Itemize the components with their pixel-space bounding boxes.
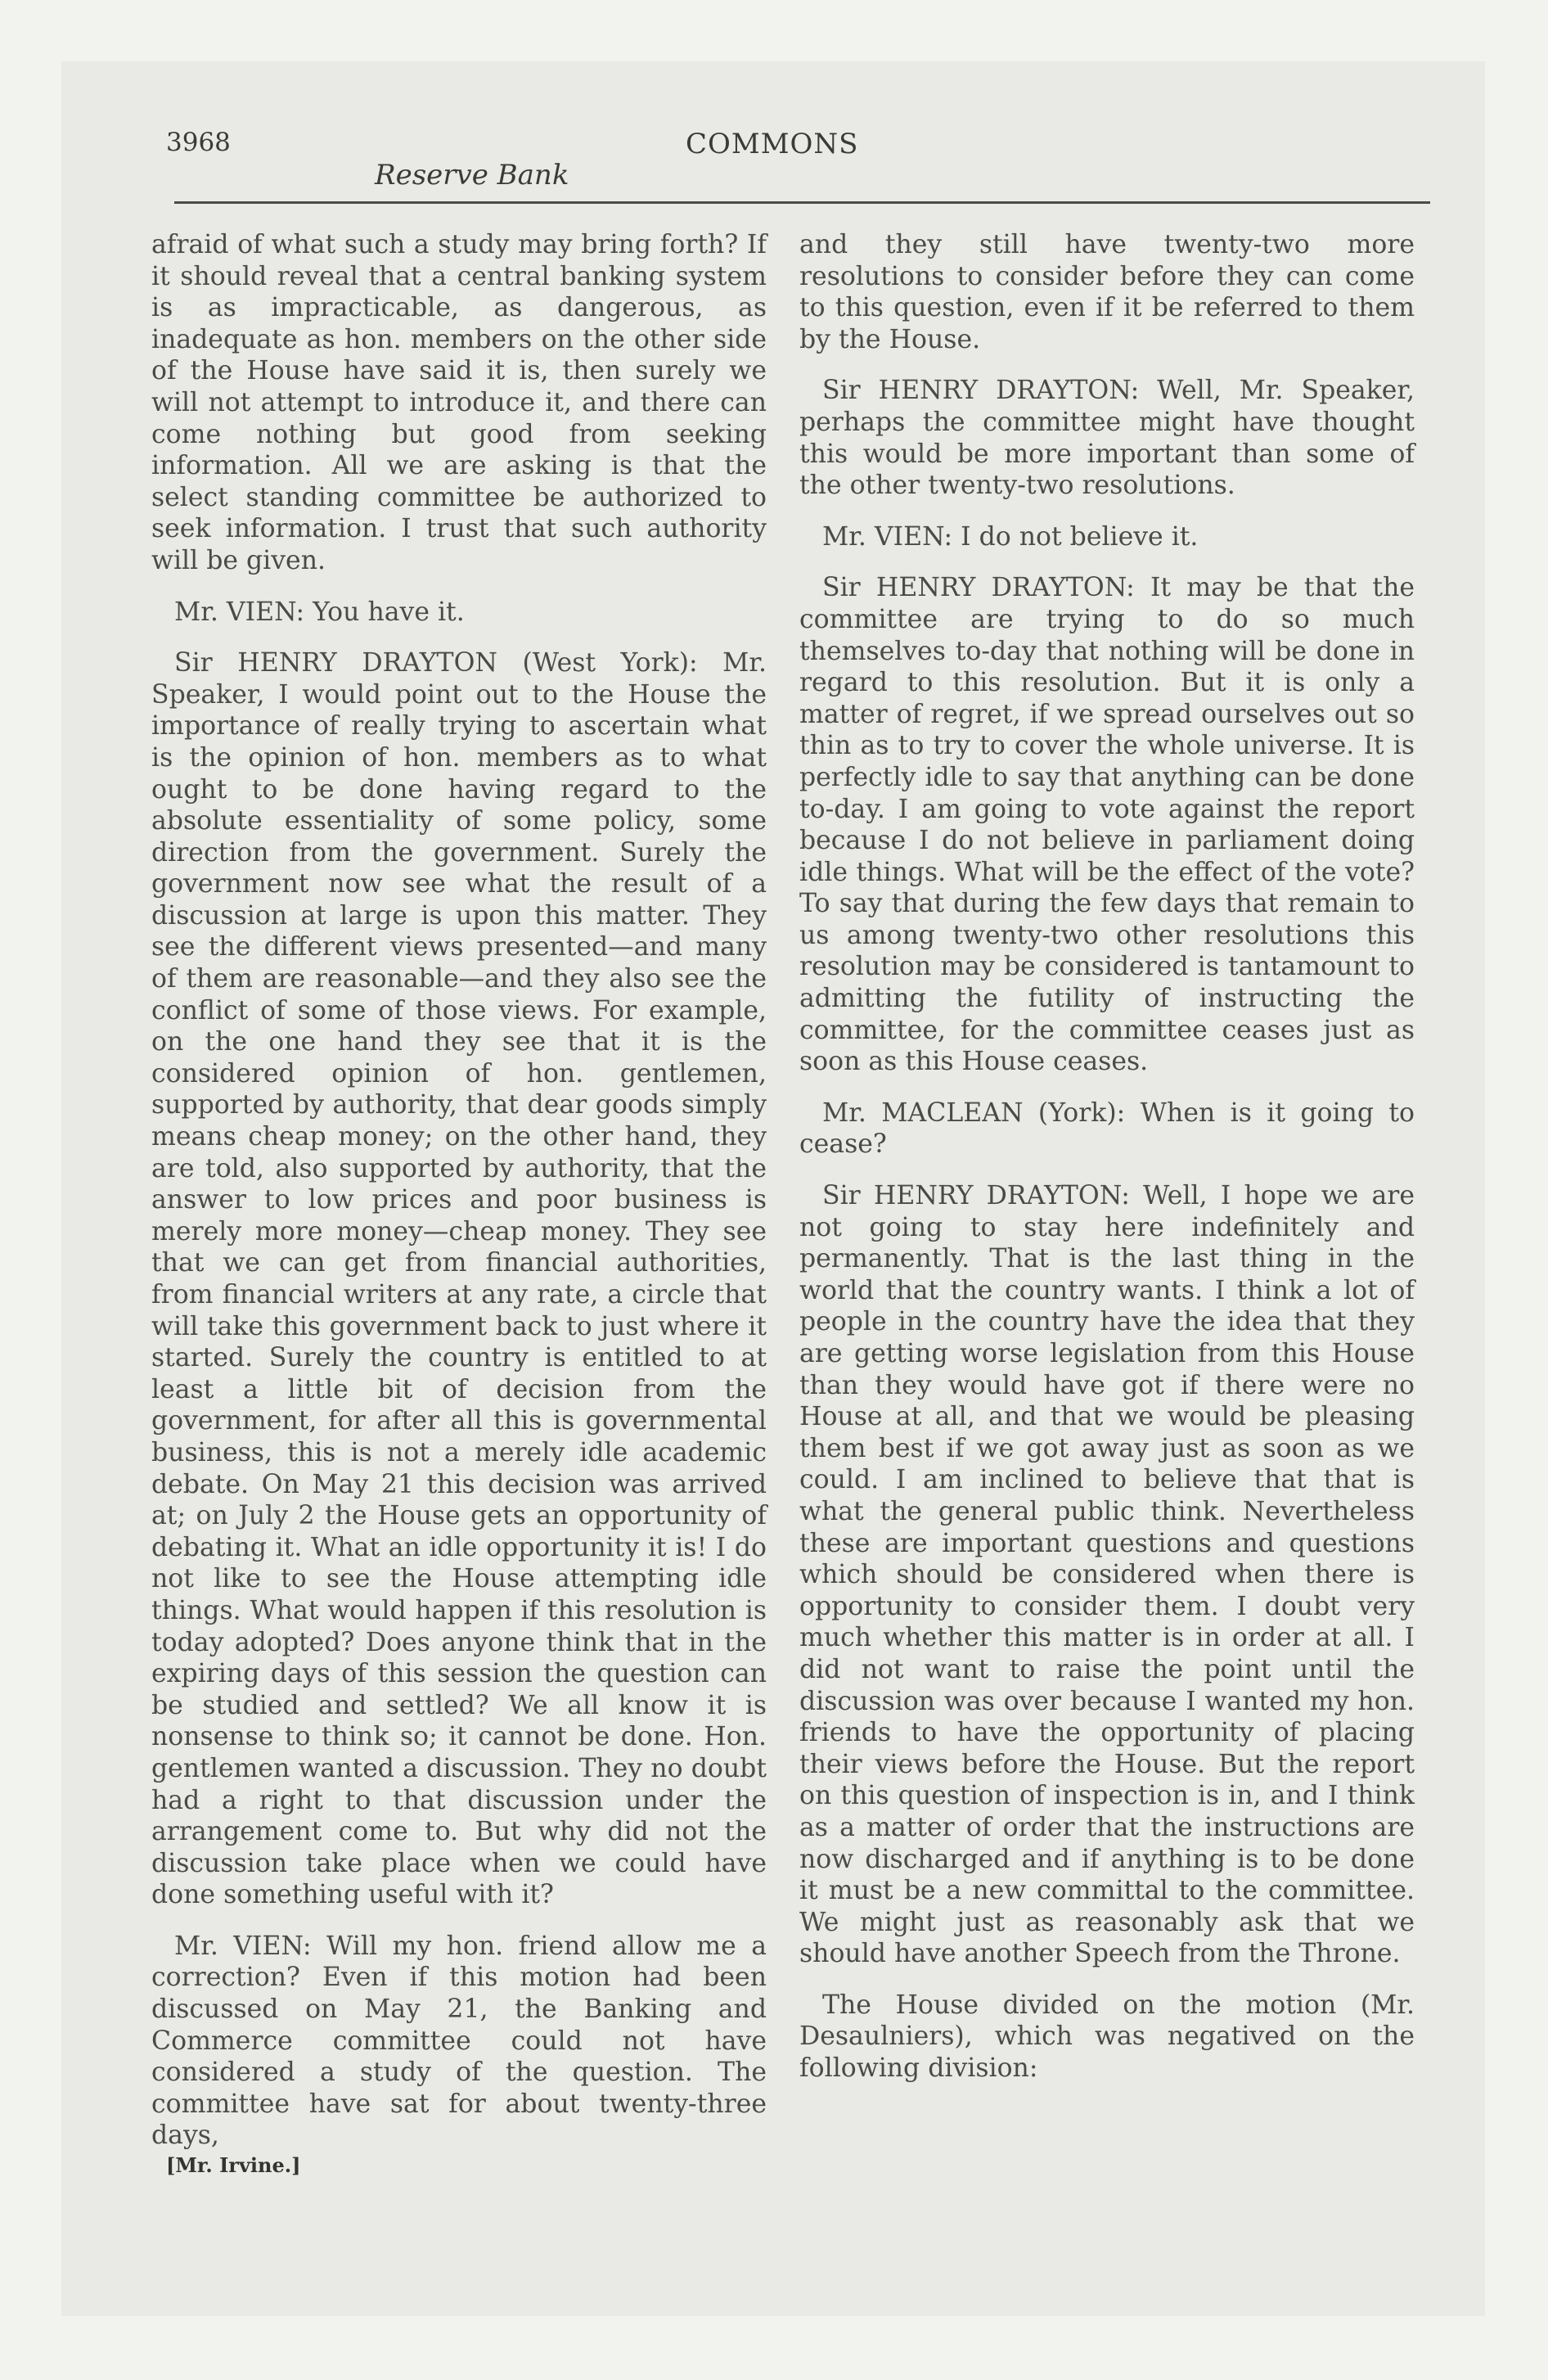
paragraph: The House divided on the motion (Mr. Desaulniers), which was negatived on the following division: <box>799 1990 1415 2084</box>
right-column <box>799 229 1415 2085</box>
paragraph: Mr. MACLEAN (York): When is it going to cease? <box>799 1098 1415 1160</box>
running-head: Reserve Bank <box>375 159 569 192</box>
paragraph: Mr. VIEN: Will my hon. friend allow me a correction? Even if this motion had been discussed on May 21, the Banking and Commerce committee could not have considered a study of the question. The committee have sat for about twenty-three days, <box>151 1931 767 2151</box>
header-rule <box>174 201 1430 204</box>
paragraph: Mr. VIEN: I do not believe it. <box>822 521 1199 552</box>
page-footer: [Mr. Irvine.] <box>166 2153 301 2177</box>
paragraph: Sir HENRY DRAYTON: Well, Mr. Speaker, perhaps the committee might have thought this would be more important than some of the other twenty-two resolutions. <box>799 376 1415 501</box>
left-column <box>151 229 767 2152</box>
paragraph: afraid of what such a study may bring forth? If it should reveal that a central banking system is as impracticable, as dangerous, as inadequate as hon. members on the other side of the House have said it is, then surely we will not attempt to introduce it, and there can come nothing but good from seeking information. All we are asking is that the select standing committee be authorized to seek information. I trust that such authority will be given. <box>151 230 767 575</box>
page-header <box>166 124 1426 206</box>
paragraph: and they still have twenty-two more resolutions to consider before they can come to this question, even if it be referred to them by the House. <box>799 230 1415 354</box>
page-number: 3968 <box>166 128 231 157</box>
paragraph: Mr. VIEN: You have it. <box>174 597 465 627</box>
paragraph: Sir HENRY DRAYTON: It may be that the committee are trying to do so much themselves to-day that nothing will be done in regard to this resolution. But it is only a matter of regret, if we spread ourselves out so thin as to try to cover the whole universe. It is perfectly idle to say that anything can be done to-day. I am going to vote against the report because I do not believe in parliament doing idle things. What will be the effect of the vote? To say that during the few days that remain to us among twenty-two other resolutions this resolution may be considered is tantamount to admitting the futility of instructing the committee, for the committee ceases just as soon as this House ceases. <box>799 573 1415 1077</box>
paragraph: Sir HENRY DRAYTON: Well, I hope we are not going to stay here indefinitely and permanently. That is the last thing in the world that the country wants. I think a lot of people in the country have the idea that they are getting worse legislation from this House than they would have got if there were no House at all, and that we would be pleasing them best if we got away just as soon as we could. I am inclined to believe that that is what the general public think. Nevertheless these are important questions and questions which should be considered when there is opportunity to consider them. I doubt very much whether this matter is in order at all. I did not want to raise the point until the discussion was over because I wanted my hon. friends to have the opportunity of placing their views before the House. But the report on this question of inspection is in, and I think as a matter of order that the instructions are now discharged and if anything is to be done it must be a new committal to the committee. We might just as reasonably ask that we should have another Speech from the Throne. <box>799 1181 1415 1969</box>
chamber-title: COMMONS <box>686 128 859 160</box>
paragraph: Sir HENRY DRAYTON (West York): Mr. Speaker, I would point out to the House the importance of really trying to ascertain what is the opinion of hon. members as to what ought to be done having regard to the absolute essentiality of some policy, some direction from the government. Surely the government now see what the result of a discussion at large is upon this matter. They see the different views presented—and many of them are reasonable—and they also see the conflict of some of those views. For example, on the one hand they see that it is the considered opinion of hon. gentlemen, supported by authority, that dear goods simply means cheap money; on the other hand, they are told, also supported by authority, that the answer to low prices and poor business is merely more money—cheap money. They see that we can get from financial authorities, from financial writers at any rate, a circle that will take this government back to just where it started. Surely the country is entitled to at least a little bit of decision from the government, for after all this is governmental business, this is not a merely idle academic debate. On May 21 this decision was arrived at; on July 2 the House gets an opportunity of debating it. What an idle opportunity it is! I do not like to see the House attempting idle things. What would happen if this resolution is today adopted? Does anyone think that in the expiring days of this session the question can be studied and settled? We all know it is nonsense to think so; it cannot be done. Hon. gentlemen wanted a discussion. They no doubt had a right to that discussion under the arrangement come to. But why did not the discussion take place when we could have done something useful with it? <box>151 648 767 1910</box>
